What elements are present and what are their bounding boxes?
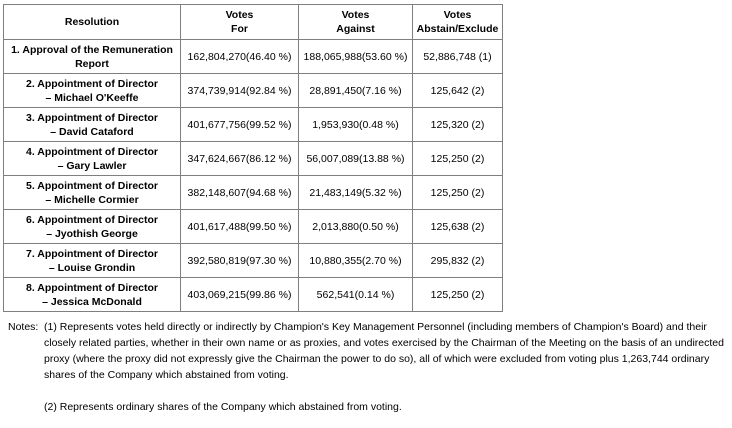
header-resolution <box>4 5 181 40</box>
notes-label: Notes: <box>8 321 39 333</box>
note-1: (1) Represents votes held directly or indirectly by Champion's Key Management Personnel (including members of Champion's Board) and their closely related parties, whether in their own name or as proxies, and votes exercised by the Chairman of the Meeting on the basis of an undirected proxy (where the proxy did not expressly give the Chairman the power to do so), all of which were excluded from voting plus 1,263,744 ordinary shares of the Company which abstained from voting. <box>44 321 724 381</box>
resolution-cell <box>4 108 181 142</box>
votes-for-cell: 401,617,488(99.50 %) <box>181 210 299 244</box>
votes-against-cell: 28,891,450(7.16 %) <box>299 74 413 108</box>
table-row <box>4 40 503 74</box>
resolution-line: 4. Appointment of Director <box>25 145 159 158</box>
header-line-2: For <box>231 23 248 35</box>
resolution-line: – Louise Grondin <box>48 261 136 274</box>
table-row <box>4 210 503 244</box>
resolution-cell <box>4 278 181 312</box>
table-row <box>4 244 503 278</box>
votes-for-cell: 162,804,270(46.40 %) <box>181 40 299 74</box>
resolution-line: 1. Approval of the Remuneration <box>11 43 173 56</box>
votes-abstain-cell: 52,886,748 (1) <box>413 40 503 74</box>
votes-against-cell: 56,007,089(13.88 %) <box>299 142 413 176</box>
table-row <box>4 142 503 176</box>
votes-abstain-cell: 295,832 (2) <box>413 244 503 278</box>
votes-against-cell: 21,483,149(5.32 %) <box>299 176 413 210</box>
resolution-line: – David Cataford <box>50 125 134 138</box>
votes-abstain-cell: 125,250 (2) <box>413 278 503 312</box>
header-line-2: Abstain/Exclude <box>416 23 499 35</box>
votes-against-cell: 10,880,355(2.70 %) <box>299 244 413 278</box>
resolution-line: 3. Appointment of Director <box>25 111 159 124</box>
votes-for-cell: 392,580,819(97.30 %) <box>181 244 299 278</box>
header-votes-for <box>181 5 299 40</box>
table-row <box>4 278 503 312</box>
votes-abstain-cell: 125,642 (2) <box>413 74 503 108</box>
resolution-line: – Michelle Cormier <box>45 193 139 206</box>
votes-abstain-cell: 125,250 (2) <box>413 142 503 176</box>
resolution-cell <box>4 40 181 74</box>
votes-against-cell: 2,013,880(0.50 %) <box>299 210 413 244</box>
note-2: (2) Represents ordinary shares of the Company which abstained from voting. <box>44 401 402 413</box>
votes-against-cell: 1,953,930(0.48 %) <box>299 108 413 142</box>
notes-body <box>44 319 732 415</box>
votes-abstain-cell: 125,250 (2) <box>413 176 503 210</box>
table-header <box>4 5 503 40</box>
resolution-line: 6. Appointment of Director <box>25 213 159 226</box>
votes-for-cell: 403,069,215(99.86 %) <box>181 278 299 312</box>
resolution-line: – Michael O'Keeffe <box>45 91 139 104</box>
resolution-line: – Jyothish George <box>46 227 138 240</box>
votes-for-cell: 382,148,607(94.68 %) <box>181 176 299 210</box>
resolution-cell <box>4 176 181 210</box>
resolution-line: 7. Appointment of Director <box>25 247 159 260</box>
resolution-line: Report <box>75 57 109 70</box>
resolution-line: – Gary Lawler <box>57 159 127 172</box>
header-resolution-label: Resolution <box>64 16 120 28</box>
header-line-1: Votes <box>225 9 254 21</box>
voting-results-table <box>3 4 503 312</box>
table-row <box>4 176 503 210</box>
votes-abstain-cell: 125,638 (2) <box>413 210 503 244</box>
votes-abstain-cell: 125,320 (2) <box>413 108 503 142</box>
table-row <box>4 74 503 108</box>
votes-for-cell: 374,739,914(92.84 %) <box>181 74 299 108</box>
votes-for-cell: 347,624,667(86.12 %) <box>181 142 299 176</box>
resolution-cell <box>4 142 181 176</box>
header-line-1: Votes <box>443 9 472 21</box>
resolution-line: 5. Appointment of Director <box>25 179 159 192</box>
table-body <box>4 40 503 312</box>
header-votes-against <box>299 5 413 40</box>
votes-for-cell: 401,677,756(99.52 %) <box>181 108 299 142</box>
table-row <box>4 108 503 142</box>
resolution-line: 8. Appointment of Director <box>25 281 159 294</box>
votes-against-cell: 188,065,988(53.60 %) <box>299 40 413 74</box>
resolution-line: 2. Appointment of Director <box>25 77 159 90</box>
header-votes-abstain <box>413 5 503 40</box>
header-line-2: Against <box>336 23 375 35</box>
resolution-cell <box>4 244 181 278</box>
resolution-line: – Jessica McDonald <box>42 295 142 308</box>
resolution-cell <box>4 74 181 108</box>
header-row <box>4 5 503 40</box>
resolution-cell <box>4 210 181 244</box>
header-line-1: Votes <box>341 9 370 21</box>
votes-against-cell: 562,541(0.14 %) <box>299 278 413 312</box>
